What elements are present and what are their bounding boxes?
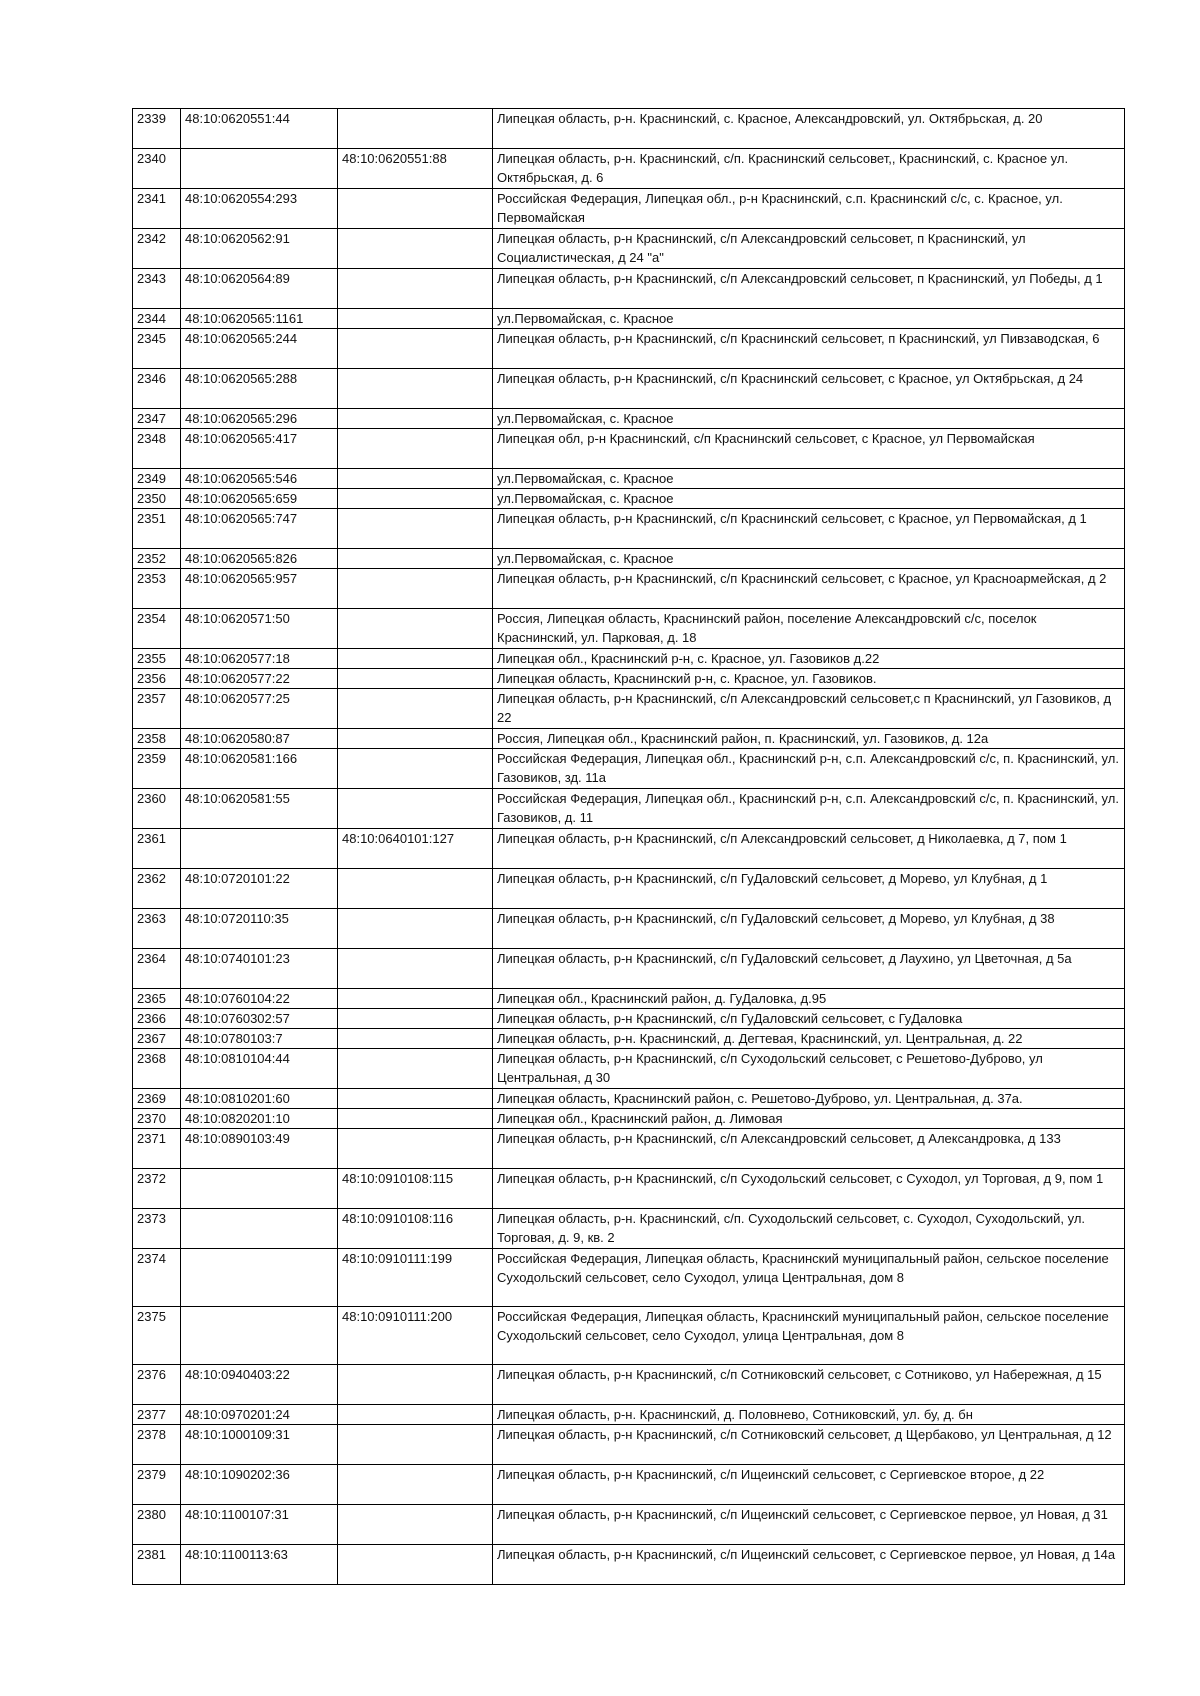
address-cell: Российская Федерация, Липецкая область, Краснинский муниципальный район, сельское поселение Суходольский сельсовет, село Суходол, улица Центральная, дом 8 (493, 1307, 1125, 1365)
table-row (133, 1089, 1125, 1109)
table-row (133, 689, 1125, 729)
table-row (133, 489, 1125, 509)
address-cell: Липецкая обл., Краснинский район, д. ГуДаловка, д.95 (493, 989, 1125, 1009)
table-row (133, 829, 1125, 869)
table-row (133, 189, 1125, 229)
row-number-cell: 2367 (133, 1029, 181, 1049)
cadastral-number-alt-cell (338, 649, 493, 669)
cadastral-number-alt-cell (338, 269, 493, 309)
cadastral-number-cell: 48:10:0620565:296 (181, 409, 338, 429)
address-cell: Российская Федерация, Липецкая обл., Краснинский р-н, с.п. Александровский с/с, п. Краснинский, ул. Газовиков, д. 11 (493, 789, 1125, 829)
cadastral-number-alt-cell (338, 609, 493, 649)
address-cell: Липецкая область, р-н Краснинский, с/п Краснинский сельсовет, с Красное, ул Октябрьская, д 24 (493, 369, 1125, 409)
address-cell: Россия, Липецкая обл., Краснинский район, п. Краснинский, ул. Газовиков, д. 12а (493, 729, 1125, 749)
row-number-cell: 2349 (133, 469, 181, 489)
cadastral-number-alt-cell (338, 1029, 493, 1049)
cadastral-number-alt-cell (338, 1425, 493, 1465)
address-cell: Липецкая область, р-н Краснинский, с/п Краснинский сельсовет, с Красное, ул Первомайская, д 1 (493, 509, 1125, 549)
cadastral-number-cell: 48:10:0620581:55 (181, 789, 338, 829)
address-cell: Липецкая область, р-н Краснинский, с/п ГуДаловский сельсовет, с ГуДаловка (493, 1009, 1125, 1029)
address-cell: ул.Первомайская, с. Красное (493, 489, 1125, 509)
cadastral-number-cell: 48:10:0620577:18 (181, 649, 338, 669)
address-cell: Липецкая область, р-н. Краснинский, с. Красное, Александровский, ул. Октябрьская, д. 20 (493, 109, 1125, 149)
table-row (133, 1505, 1125, 1545)
row-number-cell: 2371 (133, 1129, 181, 1169)
table-row (133, 649, 1125, 669)
cadastral-number-cell: 48:10:1090202:36 (181, 1465, 338, 1505)
row-number-cell: 2360 (133, 789, 181, 829)
table-row (133, 949, 1125, 989)
cadastral-number-alt-cell (338, 689, 493, 729)
row-number-cell: 2380 (133, 1505, 181, 1545)
table-row (133, 669, 1125, 689)
address-cell: Липецкая область, р-н Краснинский, с/п ГуДаловский сельсовет, д Морево, ул Клубная, д 38 (493, 909, 1125, 949)
address-cell: Липецкая область, р-н Краснинский, с/п Сотниковский сельсовет, д Щербаково, ул Центральная, д 12 (493, 1425, 1125, 1465)
cadastral-number-cell: 48:10:0760302:57 (181, 1009, 338, 1029)
row-number-cell: 2358 (133, 729, 181, 749)
table-row (133, 789, 1125, 829)
row-number-cell: 2374 (133, 1249, 181, 1307)
row-number-cell: 2345 (133, 329, 181, 369)
table-row (133, 1209, 1125, 1249)
cadastral-number-alt-cell (338, 1049, 493, 1089)
row-number-cell: 2357 (133, 689, 181, 729)
cadastral-number-cell: 48:10:0620580:87 (181, 729, 338, 749)
cadastral-number-cell: 48:10:0620565:747 (181, 509, 338, 549)
address-cell: Липецкая обл., Краснинский район, д. Лимовая (493, 1109, 1125, 1129)
table-row (133, 309, 1125, 329)
table-row (133, 989, 1125, 1009)
cadastral-number-alt-cell: 48:10:0910111:199 (338, 1249, 493, 1307)
cadastral-number-cell: 48:10:0760104:22 (181, 989, 338, 1009)
cadastral-number-alt-cell (338, 229, 493, 269)
cadastral-number-cell: 48:10:0620581:166 (181, 749, 338, 789)
row-number-cell: 2340 (133, 149, 181, 189)
row-number-cell: 2353 (133, 569, 181, 609)
row-number-cell: 2377 (133, 1405, 181, 1425)
cadastral-number-alt-cell (338, 869, 493, 909)
row-number-cell: 2373 (133, 1209, 181, 1249)
address-cell: Липецкая область, Краснинский р-н, с. Красное, ул. Газовиков. (493, 669, 1125, 689)
cadastral-number-cell: 48:10:0620565:417 (181, 429, 338, 469)
cadastral-number-alt-cell: 48:10:0640101:127 (338, 829, 493, 869)
row-number-cell: 2341 (133, 189, 181, 229)
address-cell: Липецкая область, р-н Краснинский, с/п Краснинский сельсовет, с Красное, ул Красноармейская, д 2 (493, 569, 1125, 609)
cadastral-number-alt-cell (338, 1365, 493, 1405)
cadastral-number-cell (181, 149, 338, 189)
table-row (133, 869, 1125, 909)
cadastral-number-cell: 48:10:0620571:50 (181, 609, 338, 649)
cadastral-number-cell: 48:10:0620554:293 (181, 189, 338, 229)
table-body (133, 109, 1125, 1585)
row-number-cell: 2381 (133, 1545, 181, 1585)
cadastral-number-cell: 48:10:0820201:10 (181, 1109, 338, 1129)
cadastral-number-cell: 48:10:1100113:63 (181, 1545, 338, 1585)
table-row (133, 1029, 1125, 1049)
address-cell: Липецкая область, р-н Краснинский, с/п Суходольский сельсовет, с Решетово-Дуброво, ул Центральная, д 30 (493, 1049, 1125, 1089)
row-number-cell: 2350 (133, 489, 181, 509)
address-cell: Липецкая обл., Краснинский р-н, с. Красное, ул. Газовиков д.22 (493, 649, 1125, 669)
row-number-cell: 2364 (133, 949, 181, 989)
row-number-cell: 2365 (133, 989, 181, 1009)
row-number-cell: 2359 (133, 749, 181, 789)
cadastral-number-alt-cell (338, 949, 493, 989)
cadastral-number-alt-cell (338, 409, 493, 429)
table-row (133, 1109, 1125, 1129)
row-number-cell: 2363 (133, 909, 181, 949)
cadastral-number-alt-cell (338, 1505, 493, 1545)
address-cell: Липецкая область, р-н Краснинский, с/п Ищеинский сельсовет, с Сергиевское первое, ул Новая, д 31 (493, 1505, 1125, 1545)
cadastral-number-cell: 48:10:1100107:31 (181, 1505, 338, 1545)
table-row (133, 1425, 1125, 1465)
row-number-cell: 2362 (133, 869, 181, 909)
address-cell: Липецкая область, р-н Краснинский, с/п Краснинский сельсовет, п Краснинский, ул Пивзаводская, 6 (493, 329, 1125, 369)
cadastral-number-alt-cell (338, 189, 493, 229)
address-cell: Липецкая область, р-н Краснинский, с/п Александровский сельсовет,с п Краснинский, ул Газовиков, д 22 (493, 689, 1125, 729)
address-cell: ул.Первомайская, с. Красное (493, 409, 1125, 429)
address-cell: Липецкая область, р-н Краснинский, с/п Александровский сельсовет, д Александровка, д 133 (493, 1129, 1125, 1169)
cadastral-number-alt-cell (338, 109, 493, 149)
cadastral-number-cell: 48:10:0940403:22 (181, 1365, 338, 1405)
cadastral-number-cell (181, 1307, 338, 1365)
cadastral-number-alt-cell (338, 369, 493, 409)
cadastral-number-alt-cell (338, 489, 493, 509)
address-cell: Липецкая область, р-н. Краснинский, д. Дегтевая, Краснинский, ул. Центральная, д. 22 (493, 1029, 1125, 1049)
row-number-cell: 2342 (133, 229, 181, 269)
table-row (133, 1169, 1125, 1209)
row-number-cell: 2355 (133, 649, 181, 669)
row-number-cell: 2347 (133, 409, 181, 429)
table-row (133, 329, 1125, 369)
row-number-cell: 2348 (133, 429, 181, 469)
address-cell: Липецкая область, р-н Краснинский, с/п Суходольский сельсовет, с Суходол, ул Торговая, д 9, пом 1 (493, 1169, 1125, 1209)
row-number-cell: 2376 (133, 1365, 181, 1405)
cadastral-number-cell: 48:10:0620565:826 (181, 549, 338, 569)
table-row (133, 729, 1125, 749)
cadastral-number-cell: 48:10:0970201:24 (181, 1405, 338, 1425)
cadastral-number-cell: 48:10:1000109:31 (181, 1425, 338, 1465)
address-cell: Липецкая область, р-н Краснинский, с/п Александровский сельсовет, п Краснинский, ул Победы, д 1 (493, 269, 1125, 309)
address-cell: Липецкая обл, р-н Краснинский, с/п Краснинский сельсовет, с Красное, ул Первомайская (493, 429, 1125, 469)
cadastral-number-alt-cell (338, 469, 493, 489)
cadastral-number-alt-cell (338, 789, 493, 829)
table-row (133, 409, 1125, 429)
cadastral-number-alt-cell (338, 729, 493, 749)
row-number-cell: 2372 (133, 1169, 181, 1209)
table-row (133, 1249, 1125, 1307)
cadastral-number-cell (181, 1249, 338, 1307)
cadastral-number-alt-cell (338, 309, 493, 329)
cadastral-number-alt-cell: 48:10:0910111:200 (338, 1307, 493, 1365)
address-cell: ул.Первомайская, с. Красное (493, 309, 1125, 329)
table-row (133, 109, 1125, 149)
table-row (133, 429, 1125, 469)
row-number-cell: 2351 (133, 509, 181, 549)
cadastral-number-alt-cell (338, 1129, 493, 1169)
table-row (133, 229, 1125, 269)
cadastral-number-cell: 48:10:0620565:244 (181, 329, 338, 369)
table-row (133, 1465, 1125, 1505)
table-row (133, 509, 1125, 549)
address-cell: Липецкая область, р-н Краснинский, с/п Ищеинский сельсовет, с Сергиевское второе, д 22 (493, 1465, 1125, 1505)
cadastral-number-alt-cell (338, 569, 493, 609)
address-cell: Российская Федерация, Липецкая обл., р-н Краснинский, с.п. Краснинский с/с, с. Красное, ул. Первомайская (493, 189, 1125, 229)
cadastral-number-cell: 48:10:0890103:49 (181, 1129, 338, 1169)
address-cell: Липецкая область, р-н Краснинский, с/п Александровский сельсовет, д Николаевка, д 7, пом 1 (493, 829, 1125, 869)
row-number-cell: 2379 (133, 1465, 181, 1505)
cadastral-number-alt-cell: 48:10:0910108:115 (338, 1169, 493, 1209)
table-row (133, 1545, 1125, 1585)
cadastral-number-cell: 48:10:0620565:659 (181, 489, 338, 509)
address-cell: Липецкая область, р-н Краснинский, с/п Ищеинский сельсовет, с Сергиевское первое, ул Новая, д 14а (493, 1545, 1125, 1585)
address-cell: Липецкая область, р-н Краснинский, с/п Сотниковский сельсовет, с Сотниково, ул Набережная, д 15 (493, 1365, 1125, 1405)
table-row (133, 1365, 1125, 1405)
cadastral-number-cell: 48:10:0780103:7 (181, 1029, 338, 1049)
cadastral-number-alt-cell (338, 509, 493, 549)
table-row (133, 469, 1125, 489)
table-row (133, 1009, 1125, 1029)
row-number-cell: 2370 (133, 1109, 181, 1129)
row-number-cell: 2378 (133, 1425, 181, 1465)
cadastral-number-cell: 48:10:0620565:957 (181, 569, 338, 609)
cadastral-number-cell: 48:10:0720110:35 (181, 909, 338, 949)
address-cell: Липецкая область, р-н. Краснинский, с/п. Суходольский сельсовет, с. Суходол, Суходольский, ул. Торговая, д. 9, кв. 2 (493, 1209, 1125, 1249)
table-row (133, 269, 1125, 309)
row-number-cell: 2352 (133, 549, 181, 569)
address-cell: ул.Первомайская, с. Красное (493, 549, 1125, 569)
cadastral-number-alt-cell (338, 1405, 493, 1425)
table-row (133, 1307, 1125, 1365)
table-row (133, 609, 1125, 649)
row-number-cell: 2361 (133, 829, 181, 869)
address-cell: Липецкая область, р-н Краснинский, с/п ГуДаловский сельсовет, д Морево, ул Клубная, д 1 (493, 869, 1125, 909)
row-number-cell: 2339 (133, 109, 181, 149)
table-row (133, 569, 1125, 609)
cadastral-number-cell: 48:10:0620562:91 (181, 229, 338, 269)
cadastral-number-alt-cell (338, 329, 493, 369)
row-number-cell: 2346 (133, 369, 181, 409)
cadastral-number-cell: 48:10:0740101:23 (181, 949, 338, 989)
row-number-cell: 2356 (133, 669, 181, 689)
cadastral-number-alt-cell (338, 669, 493, 689)
cadastral-number-cell: 48:10:0620577:25 (181, 689, 338, 729)
row-number-cell: 2354 (133, 609, 181, 649)
address-cell: Липецкая область, Краснинский район, с. Решетово-Дуброво, ул. Центральная, д. 37а. (493, 1089, 1125, 1109)
address-cell: ул.Первомайская, с. Красное (493, 469, 1125, 489)
address-cell: Россия, Липецкая область, Краснинский район, поселение Александровский с/с, поселок Краснинский, ул. Парковая, д. 18 (493, 609, 1125, 649)
cadastral-number-alt-cell (338, 989, 493, 1009)
address-cell: Российская Федерация, Липецкая обл., Краснинский р-н, с.п. Александровский с/с, п. Краснинский, ул. Газовиков, зд. 11а (493, 749, 1125, 789)
cadastral-number-cell (181, 1169, 338, 1209)
cadastral-number-cell (181, 829, 338, 869)
cadastral-number-cell: 48:10:0810104:44 (181, 1049, 338, 1089)
cadastral-number-alt-cell (338, 1089, 493, 1109)
cadastral-number-cell: 48:10:0620565:546 (181, 469, 338, 489)
cadastral-number-cell: 48:10:0620577:22 (181, 669, 338, 689)
table-row (133, 149, 1125, 189)
table-row (133, 1129, 1125, 1169)
table-row (133, 1405, 1125, 1425)
address-cell: Липецкая область, р-н. Краснинский, д. Половнево, Сотниковский, ул. бу, д. бн (493, 1405, 1125, 1425)
address-cell: Липецкая область, р-н Краснинский, с/п ГуДаловский сельсовет, д Лаухино, ул Цветочная, д 5а (493, 949, 1125, 989)
table-row (133, 369, 1125, 409)
cadastral-number-alt-cell (338, 749, 493, 789)
table-row (133, 749, 1125, 789)
row-number-cell: 2343 (133, 269, 181, 309)
cadastral-number-cell (181, 1209, 338, 1249)
cadastral-number-alt-cell: 48:10:0910108:116 (338, 1209, 493, 1249)
cadastral-number-cell: 48:10:0720101:22 (181, 869, 338, 909)
row-number-cell: 2369 (133, 1089, 181, 1109)
address-cell: Липецкая область, р-н. Краснинский, с/п. Краснинский сельсовет,, Краснинский, с. Красное ул. Октябрьская, д. 6 (493, 149, 1125, 189)
cadastral-number-cell: 48:10:0620565:288 (181, 369, 338, 409)
table-row (133, 549, 1125, 569)
cadastral-number-alt-cell (338, 429, 493, 469)
cadastral-number-cell: 48:10:0620551:44 (181, 109, 338, 149)
cadastral-number-cell: 48:10:0810201:60 (181, 1089, 338, 1109)
cadastral-number-alt-cell: 48:10:0620551:88 (338, 149, 493, 189)
row-number-cell: 2344 (133, 309, 181, 329)
address-cell: Липецкая область, р-н Краснинский, с/п Александровский сельсовет, п Краснинский, ул Социалистическая, д 24 "а" (493, 229, 1125, 269)
row-number-cell: 2375 (133, 1307, 181, 1365)
cadastral-number-alt-cell (338, 549, 493, 569)
cadastral-number-cell: 48:10:0620565:1161 (181, 309, 338, 329)
table-row (133, 1049, 1125, 1089)
cadastral-number-alt-cell (338, 1009, 493, 1029)
table-row (133, 909, 1125, 949)
cadastral-number-alt-cell (338, 909, 493, 949)
row-number-cell: 2366 (133, 1009, 181, 1029)
address-cell: Российская Федерация, Липецкая область, Краснинский муниципальный район, сельское поселение Суходольский сельсовет, село Суходол, улица Центральная, дом 8 (493, 1249, 1125, 1307)
cadastral-registry-table (132, 108, 1125, 1585)
cadastral-number-alt-cell (338, 1465, 493, 1505)
cadastral-number-alt-cell (338, 1109, 493, 1129)
row-number-cell: 2368 (133, 1049, 181, 1089)
cadastral-number-cell: 48:10:0620564:89 (181, 269, 338, 309)
cadastral-number-alt-cell (338, 1545, 493, 1585)
